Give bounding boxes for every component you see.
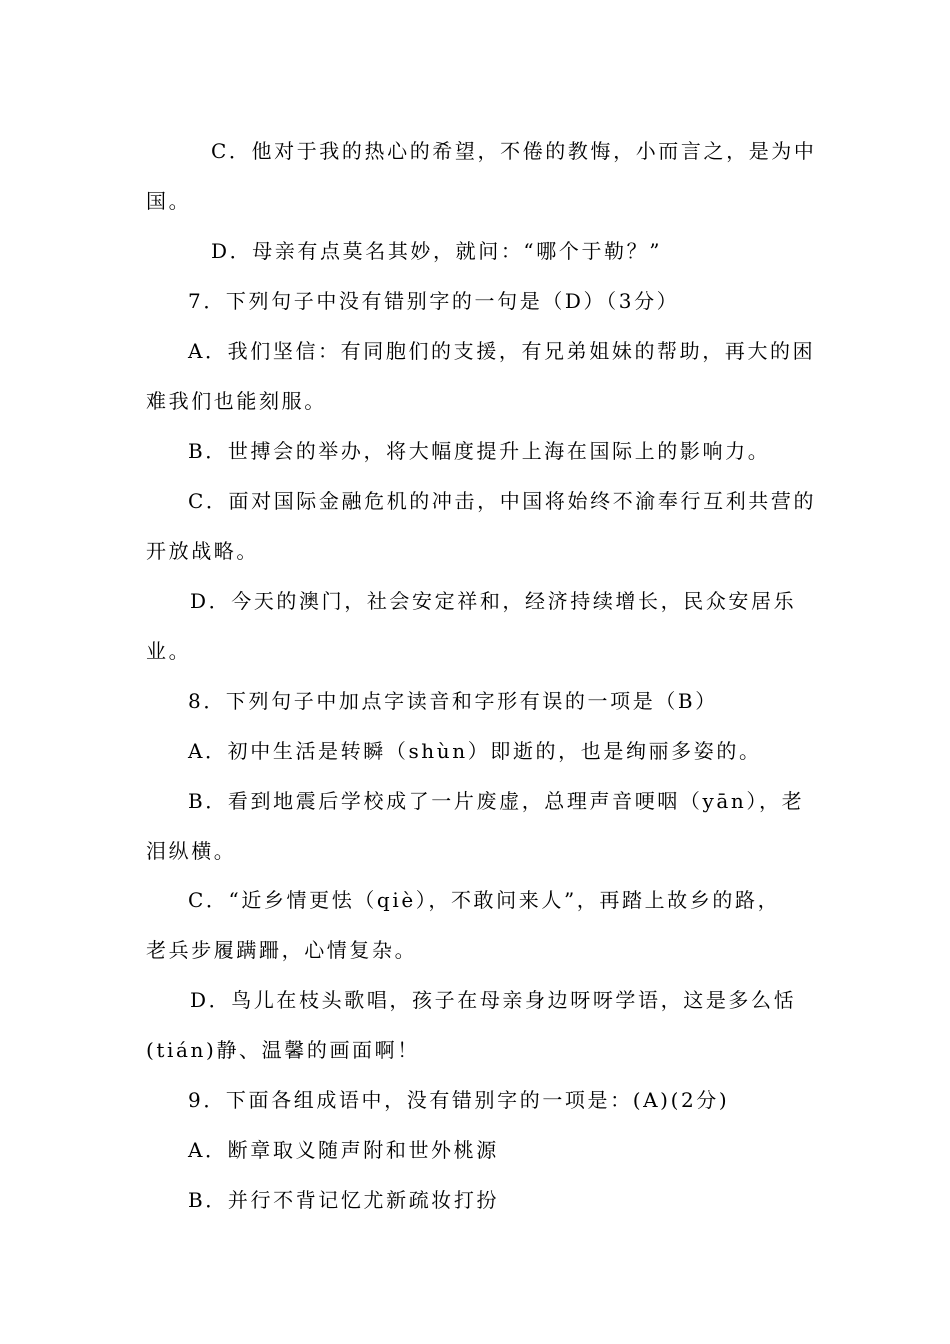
option-8d-line-1: D．鸟儿在枝头歌唱，孩子在母亲身边呀呀学语，这是多么恬	[190, 988, 797, 1012]
option-7c-line-2: 开放战略。	[146, 539, 259, 563]
question-7-line: 7．下列句子中没有错别字的一句是（D）（3分）	[188, 289, 680, 313]
option-7d-line-1: D．今天的澳门，社会安定祥和，经济持续增长，民众安居乐	[190, 589, 797, 613]
option-7a-line-1: A．我们坚信：有同胞们的支援，有兄弟姐妹的帮助，再大的困	[188, 339, 816, 363]
option-8c-line-1: C．“近乡情更怯（qiè），不敢问来人”，再踏上故乡的路，	[188, 888, 781, 912]
option-6d-line-1: D．母亲有点莫名其妙，就问：“哪个于勒？”	[211, 239, 663, 263]
question-9-line: 9．下面各组成语中，没有错别字的一项是：(A)(2分)	[188, 1088, 730, 1112]
option-7d-line-2: 业。	[146, 639, 192, 663]
option-6c-line-1: C．他对于我的热心的希望，不倦的教悔，小而言之，是为中	[211, 139, 817, 163]
question-8-line: 8．下列句子中加点字读音和字形有误的一项是（B）	[188, 689, 718, 713]
option-8d-line-2: (tián)静、温馨的画面啊！	[146, 1038, 420, 1062]
option-9b-line-1: B．并行不背记忆尤新疏妆打扮	[188, 1188, 500, 1212]
option-8a-line-1: A．初中生活是转瞬（shùn）即逝的，也是绚丽多姿的。	[188, 739, 762, 763]
option-8b-line-2: 泪纵横。	[146, 839, 237, 863]
option-7a-line-2: 难我们也能刻服。	[146, 389, 327, 413]
option-7c-line-1: C．面对国际金融危机的冲击，中国将始终不渝奉行互利共营的	[188, 489, 817, 513]
option-8c-line-2: 老兵步履蹒跚，心情复杂。	[146, 938, 418, 962]
option-8b-line-1: B．看到地震后学校成了一片废虚，总理声音哽咽（yān），老	[188, 789, 805, 813]
option-6c-line-2: 国。	[146, 189, 192, 213]
option-9a-line-1: A．断章取义随声附和世外桃源	[188, 1138, 499, 1162]
option-7b-line-1: B．世搏会的举办，将大幅度提升上海在国际上的影响力。	[188, 439, 771, 463]
